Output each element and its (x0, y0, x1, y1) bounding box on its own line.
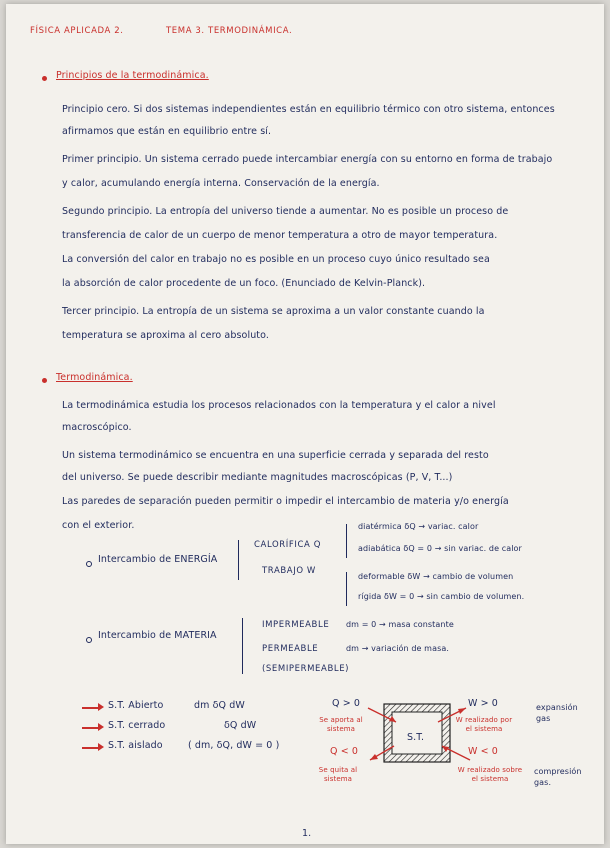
thermo-line: con el exterior. (62, 520, 135, 531)
principle-line: Primer principio. Un sistema cerrado puede intercambiar energía con su entorno en forma de trabajo (62, 154, 553, 165)
notebook-page (6, 4, 604, 844)
thermo-line: del universo. Se puede describir mediante magnitudes macroscópicas (P, V, T...) (62, 472, 453, 483)
system-arrow (82, 727, 98, 729)
q-positive-label: Q > 0 (332, 698, 361, 709)
w-negative-note: W realizado sobre el sistema (457, 766, 523, 783)
system-type-vars: δQ dW (224, 720, 257, 731)
q-negative-label: Q < 0 (330, 746, 359, 757)
energy-bullet (86, 561, 92, 567)
wall-type-row: diatérmica δQ → variac. calor (358, 522, 479, 531)
matter-bullet (86, 637, 92, 643)
permeable-label: PERMEABLE (262, 644, 319, 654)
section1-bullet (42, 76, 47, 81)
system-box-label: S.T. (407, 732, 425, 743)
wall-type-row: rígida δW = 0 → sin cambio de volumen. (358, 592, 525, 601)
energy-heat-label: CALORÍFICA Q (254, 540, 322, 550)
principle-line: afirmamos que están en equilibrio entre sí. (62, 126, 272, 137)
principle-line: Tercer principio. La entropía de un sistema se aproxima a un valor constante cuando la (62, 306, 485, 317)
topic-title: TEMA 3. TERMODINÁMICA. (166, 26, 293, 36)
principle-line: la absorción de calor procedente de un foco. (Enunciado de Kelvin-Planck). (62, 278, 426, 289)
system-arrow-head (98, 703, 104, 711)
system-arrow-head (98, 743, 104, 751)
principle-line: Segundo principio. La entropía del universo tiende a aumentar. No es posible un proceso de (62, 206, 509, 217)
work-brace (346, 572, 353, 606)
thermo-line: Las paredes de separación pueden permitir o impedir el intercambio de materia y/o energía (62, 496, 509, 507)
thermo-line: Un sistema termodinámico se encuentra en una superficie cerrada y separada del resto (62, 450, 489, 461)
w-positive-note: W realizado por el sistema (455, 716, 513, 733)
system-arrow-head (98, 723, 104, 731)
system-type-name: S.T. cerrado (108, 720, 166, 731)
page-number: 1. (302, 828, 312, 839)
system-type-name: S.T. aislado (108, 740, 163, 751)
w-positive-label: W > 0 (468, 698, 498, 709)
matter-row: dm → variación de masa. (346, 644, 449, 653)
q-positive-note: Se aporta al sistema (319, 716, 363, 733)
principle-line: La conversión del calor en trabajo no es posible en un proceso cuyo único resultado sea (62, 254, 490, 265)
matter-label: Intercambio de MATERIA (98, 630, 217, 641)
system-type-vars: ( dm, δQ, dW = 0 ) (188, 740, 280, 751)
thermo-line: La termodinámica estudia los procesos relacionados con la temperatura y el calor a nivel (62, 400, 496, 411)
semipermeable-label: (SEMIPERMEABLE) (262, 664, 350, 674)
principle-line: y calor, acumulando energía interna. Conservación de la energía. (62, 178, 380, 189)
system-arrow (82, 707, 98, 709)
impermeable-label: IMPERMEABLE (262, 620, 330, 630)
matter-row: dm = 0 → masa constante (346, 620, 454, 629)
principle-line: Principio cero. Si dos sistemas independientes están en equilibrio térmico con otro sistema, entonces (62, 104, 555, 115)
compression-note: compresión gas. (534, 767, 582, 787)
q-negative-note: Se quita al sistema (318, 766, 358, 783)
section1-title: Principios de la termodinámica. (56, 70, 209, 81)
energy-work-label: TRABAJO W (262, 566, 316, 576)
principle-line: temperatura se aproxima al cero absoluto. (62, 330, 269, 341)
expansion-note: expansión gas (536, 703, 578, 723)
wall-type-row: deformable δW → cambio de volumen (358, 572, 514, 581)
w-negative-label: W < 0 (468, 746, 498, 757)
heat-brace (346, 524, 353, 558)
section2-bullet (42, 378, 47, 383)
thermo-line: macroscópico. (62, 422, 132, 433)
matter-brace (242, 618, 249, 674)
energy-brace (238, 540, 245, 580)
energy-label: Intercambio de ENERGÍA (98, 554, 218, 565)
principle-line: transferencia de calor de un cuerpo de menor temperatura a otro de mayor temperatura. (62, 230, 498, 241)
system-type-name: S.T. Abierto (108, 700, 164, 711)
section2-title: Termodinámica. (56, 372, 133, 383)
wall-type-row: adiabática δQ = 0 → sin variac. de calor (358, 544, 522, 553)
system-type-vars: dm δQ dW (194, 700, 245, 711)
course-title: FÍSICA APLICADA 2. (30, 26, 124, 36)
system-arrow (82, 747, 98, 749)
